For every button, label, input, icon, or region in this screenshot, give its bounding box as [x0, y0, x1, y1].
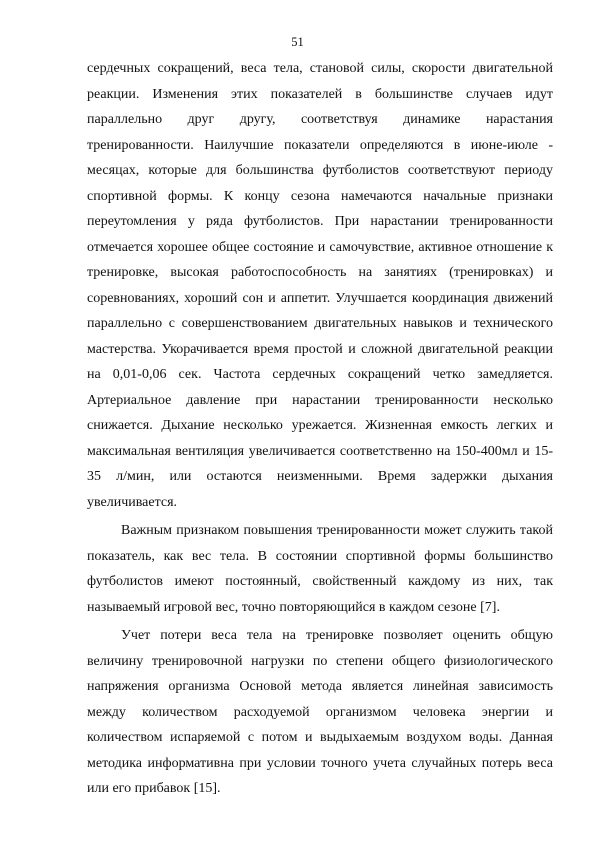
body-text [87, 56, 553, 802]
paragraph-continuation: сердечных сокращений, веса тела, становой силы, скорости двигательной реакции. Изменения этих показателей в большинстве случаев идут параллельно друг другу, соответствуя динамике нарастания тренированности. Наилучшие показатели определяются в июне-июле - месяцах, которые для большинства футболистов соответствуют периоду спортивной формы. К концу сезона намечаются начальные признаки переутомления у ряда футболистов. При нарастании тренированности отмечается хорошее общее состояние и самочувствие, активное отношение к тренировке, высокая работоспособность на занятиях (тренировках) и соревнованиях, хороший сон и аппетит. Улучшается координация движений параллельно с совершенствованием двигательных навыков и технического мастерства. Укорачивается время простой и сложной двигательной реакции на 0,01-0,06 сек. Частота сердечных сокращений четко замедляется. Артериальное давление при нарастании тренированности несколько снижается. Дыхание несколько урежается. Жизненная емкость легких и максимальная вентиляция увеличивается соответственно на 150-400мл и 15-35 л/мин, или остаются неизменными. Время задержки дыхания увеличивается. [87, 61, 553, 510]
paragraph-weight-loss-method: Учет потери веса тела на тренировке позволяет оценить общую величину тренировочной нагрузки по степени общего физиологического напряжения организма Основой метода является линейная зависимость между количеством расходуемой организмом человека энергии и количеством испаряемой с потом и выдыхаемым воздухом воды. Данная методика информативна при условии точного учета случайных потерь веса или его прибавок [15]. [87, 628, 553, 796]
paragraph-body-weight: Важным признаком повышения тренированности может служить такой показатель, как вес тела. В состоянии спортивной формы большинство футболистов имеют постоянный, свойственный каждому из них, так называемый игровой вес, точно повторяющийся в каждом сезоне [7]. [87, 523, 553, 615]
page-number: 51 [291, 35, 304, 49]
